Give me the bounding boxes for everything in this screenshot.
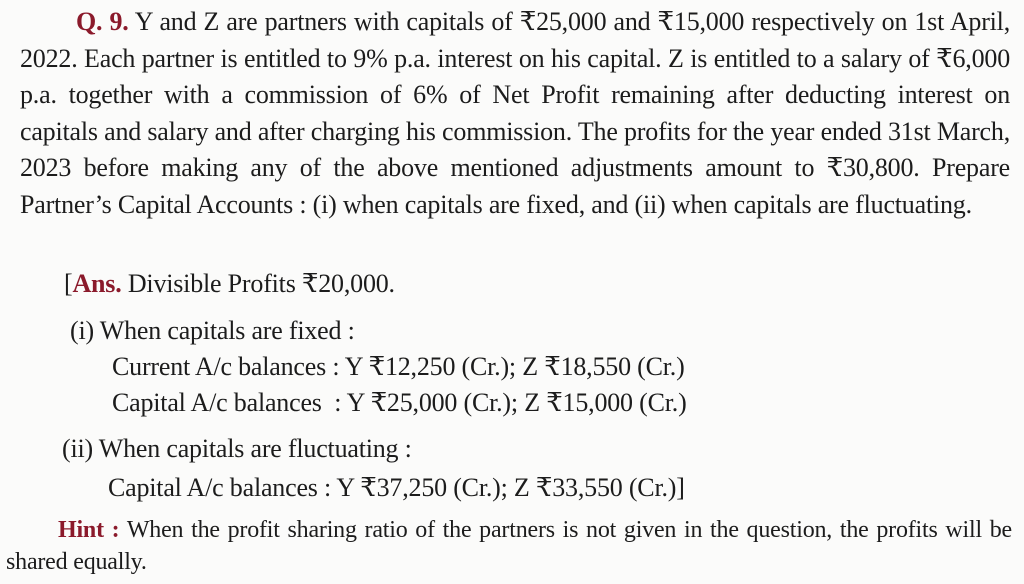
- answer-line: [64, 268, 395, 300]
- hint-text: When the profit sharing ratio of the partners is not given in the question, the profits will be shared equally.: [6, 517, 1012, 575]
- question-text: Y and Z are partners with capitals of ₹25,000 and ₹15,000 respectively on 1st April, 2022. Each partner is entitled to 9% p.a. interest on his capital. Z is entitled to a salary of ₹6,000 p.a. together with a commission of 6% of Net Profit remaining after deducting interest on capitals and salary and after charging his commission. The profits for the year ended 31st March, 2023 before making any of the above mentioned adjustments amount to ₹30,800. Prepare Partner’s Capital Accounts : (i) when capitals are fixed, and (ii) when capitals are fluctuating.: [20, 7, 1010, 219]
- capital-account-balances-fluctuating: Capital A/c balances : Y ₹37,250 (Cr.); Z ₹33,550 (Cr.)]: [108, 473, 685, 502]
- question-number: Q. 9.: [76, 7, 129, 36]
- fixed-capitals-heading: (i) When capitals are fixed :: [70, 316, 355, 345]
- question-paragraph: [20, 4, 1010, 223]
- current-account-balances-fixed: Current A/c balances : Y ₹12,250 (Cr.); Z ₹18,550 (Cr.): [112, 352, 685, 381]
- capital-account-balances-fixed: Capital A/c balances : Y ₹25,000 (Cr.); Z ₹15,000 (Cr.): [112, 388, 687, 417]
- answer-open-bracket: [: [64, 269, 73, 298]
- hint-paragraph: [6, 514, 1012, 578]
- answer-label: Ans.: [72, 269, 122, 298]
- divisible-profits: Divisible Profits ₹20,000.: [127, 269, 395, 298]
- fluctuating-capitals-heading: (ii) When capitals are fluctuating :: [62, 434, 412, 463]
- hint-label: Hint :: [58, 517, 120, 543]
